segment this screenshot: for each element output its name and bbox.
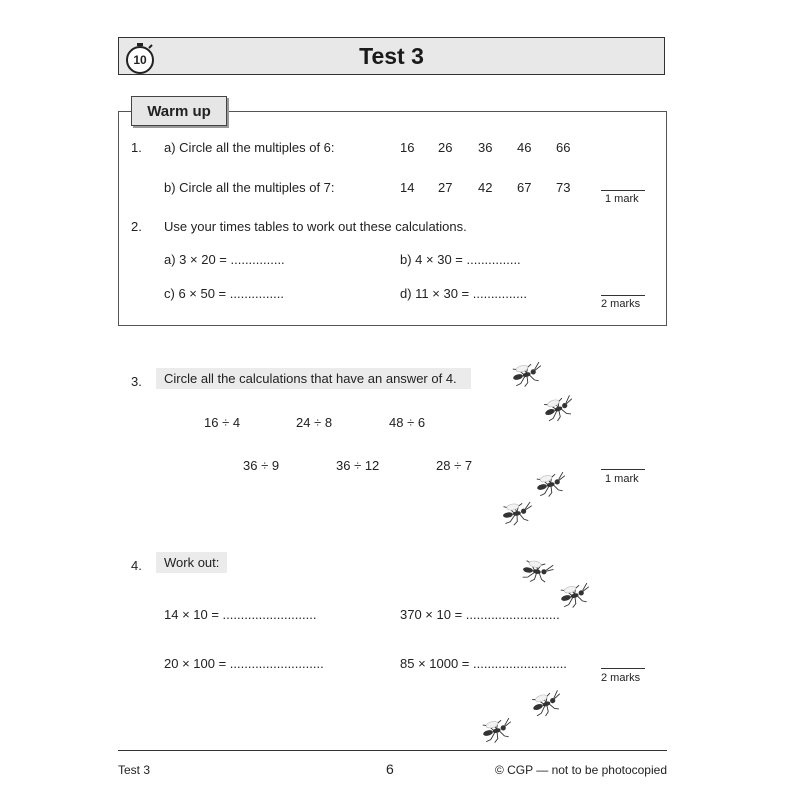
copyright-notice: © CGP — not to be photocopied [494,763,667,777]
q1-marks: 1 mark [605,193,639,205]
warm-up-tab [131,96,227,126]
q4-marks: 2 marks [601,672,641,684]
q1b-value[interactable]: 27 [438,180,453,195]
timer-minutes: 10 [133,53,147,67]
q4a-answer-line[interactable]: 14 × 10 = .......................... [164,607,317,622]
q2-marks: 2 marks [601,298,641,310]
q3-calc[interactable]: 36 ÷ 9 [243,458,280,473]
q1b-value[interactable]: 14 [400,180,415,195]
q3-calc[interactable]: 16 ÷ 4 [204,415,241,430]
q1b-value[interactable]: 67 [517,180,532,195]
q3-calc[interactable]: 24 ÷ 8 [296,415,333,430]
q1a-value[interactable]: 66 [556,140,571,155]
mark-line [601,190,645,191]
q1a-value[interactable]: 46 [517,140,532,155]
q3-calc[interactable]: 36 ÷ 12 [336,458,380,473]
footer-rule [118,750,667,751]
q4-number: 4. [131,558,142,573]
q1a-value[interactable]: 36 [478,140,493,155]
q2-number: 2. [131,219,142,234]
q3-marks: 1 mark [605,473,639,485]
mark-line [601,295,645,296]
ant-illustration [470,355,610,745]
page-title: Test 3 [359,43,424,69]
q3-calc[interactable]: 28 ÷ 7 [436,458,473,473]
q1a-text: a) Circle all the multiples of 6: [164,140,335,155]
warm-up-label: Warm up [147,103,211,120]
q4b-answer-line[interactable]: 370 × 10 = .......................... [400,607,560,622]
footer-test-label: Test 3 [118,763,151,777]
q4c-answer-line[interactable]: 20 × 100 = .......................... [164,656,324,671]
q1-number: 1. [131,140,142,155]
q2d-answer-line[interactable]: d) 11 × 30 = ............... [400,286,527,301]
q2a-answer-line[interactable]: a) 3 × 20 = ............... [164,252,285,267]
q2c-answer-line[interactable]: c) 6 × 50 = ............... [164,286,284,301]
stopwatch-icon [124,42,156,74]
q4-text: Work out: [156,552,227,573]
page-number: 6 [386,761,394,777]
q3-text: Circle all the calculations that have an answer of 4. [156,368,471,389]
q1b-value[interactable]: 42 [478,180,493,195]
q3-number: 3. [131,374,142,389]
q2b-answer-line[interactable]: b) 4 × 30 = ............... [400,252,521,267]
q1a-value[interactable]: 16 [400,140,415,155]
q3-calc[interactable]: 48 ÷ 6 [389,415,426,430]
q1b-text: b) Circle all the multiples of 7: [164,180,335,195]
title-bar [118,37,665,75]
q1a-value[interactable]: 26 [438,140,453,155]
q1b-value[interactable]: 73 [556,180,571,195]
q4d-answer-line[interactable]: 85 × 1000 = .......................... [400,656,567,671]
q2-text: Use your times tables to work out these calculations. [164,219,467,234]
